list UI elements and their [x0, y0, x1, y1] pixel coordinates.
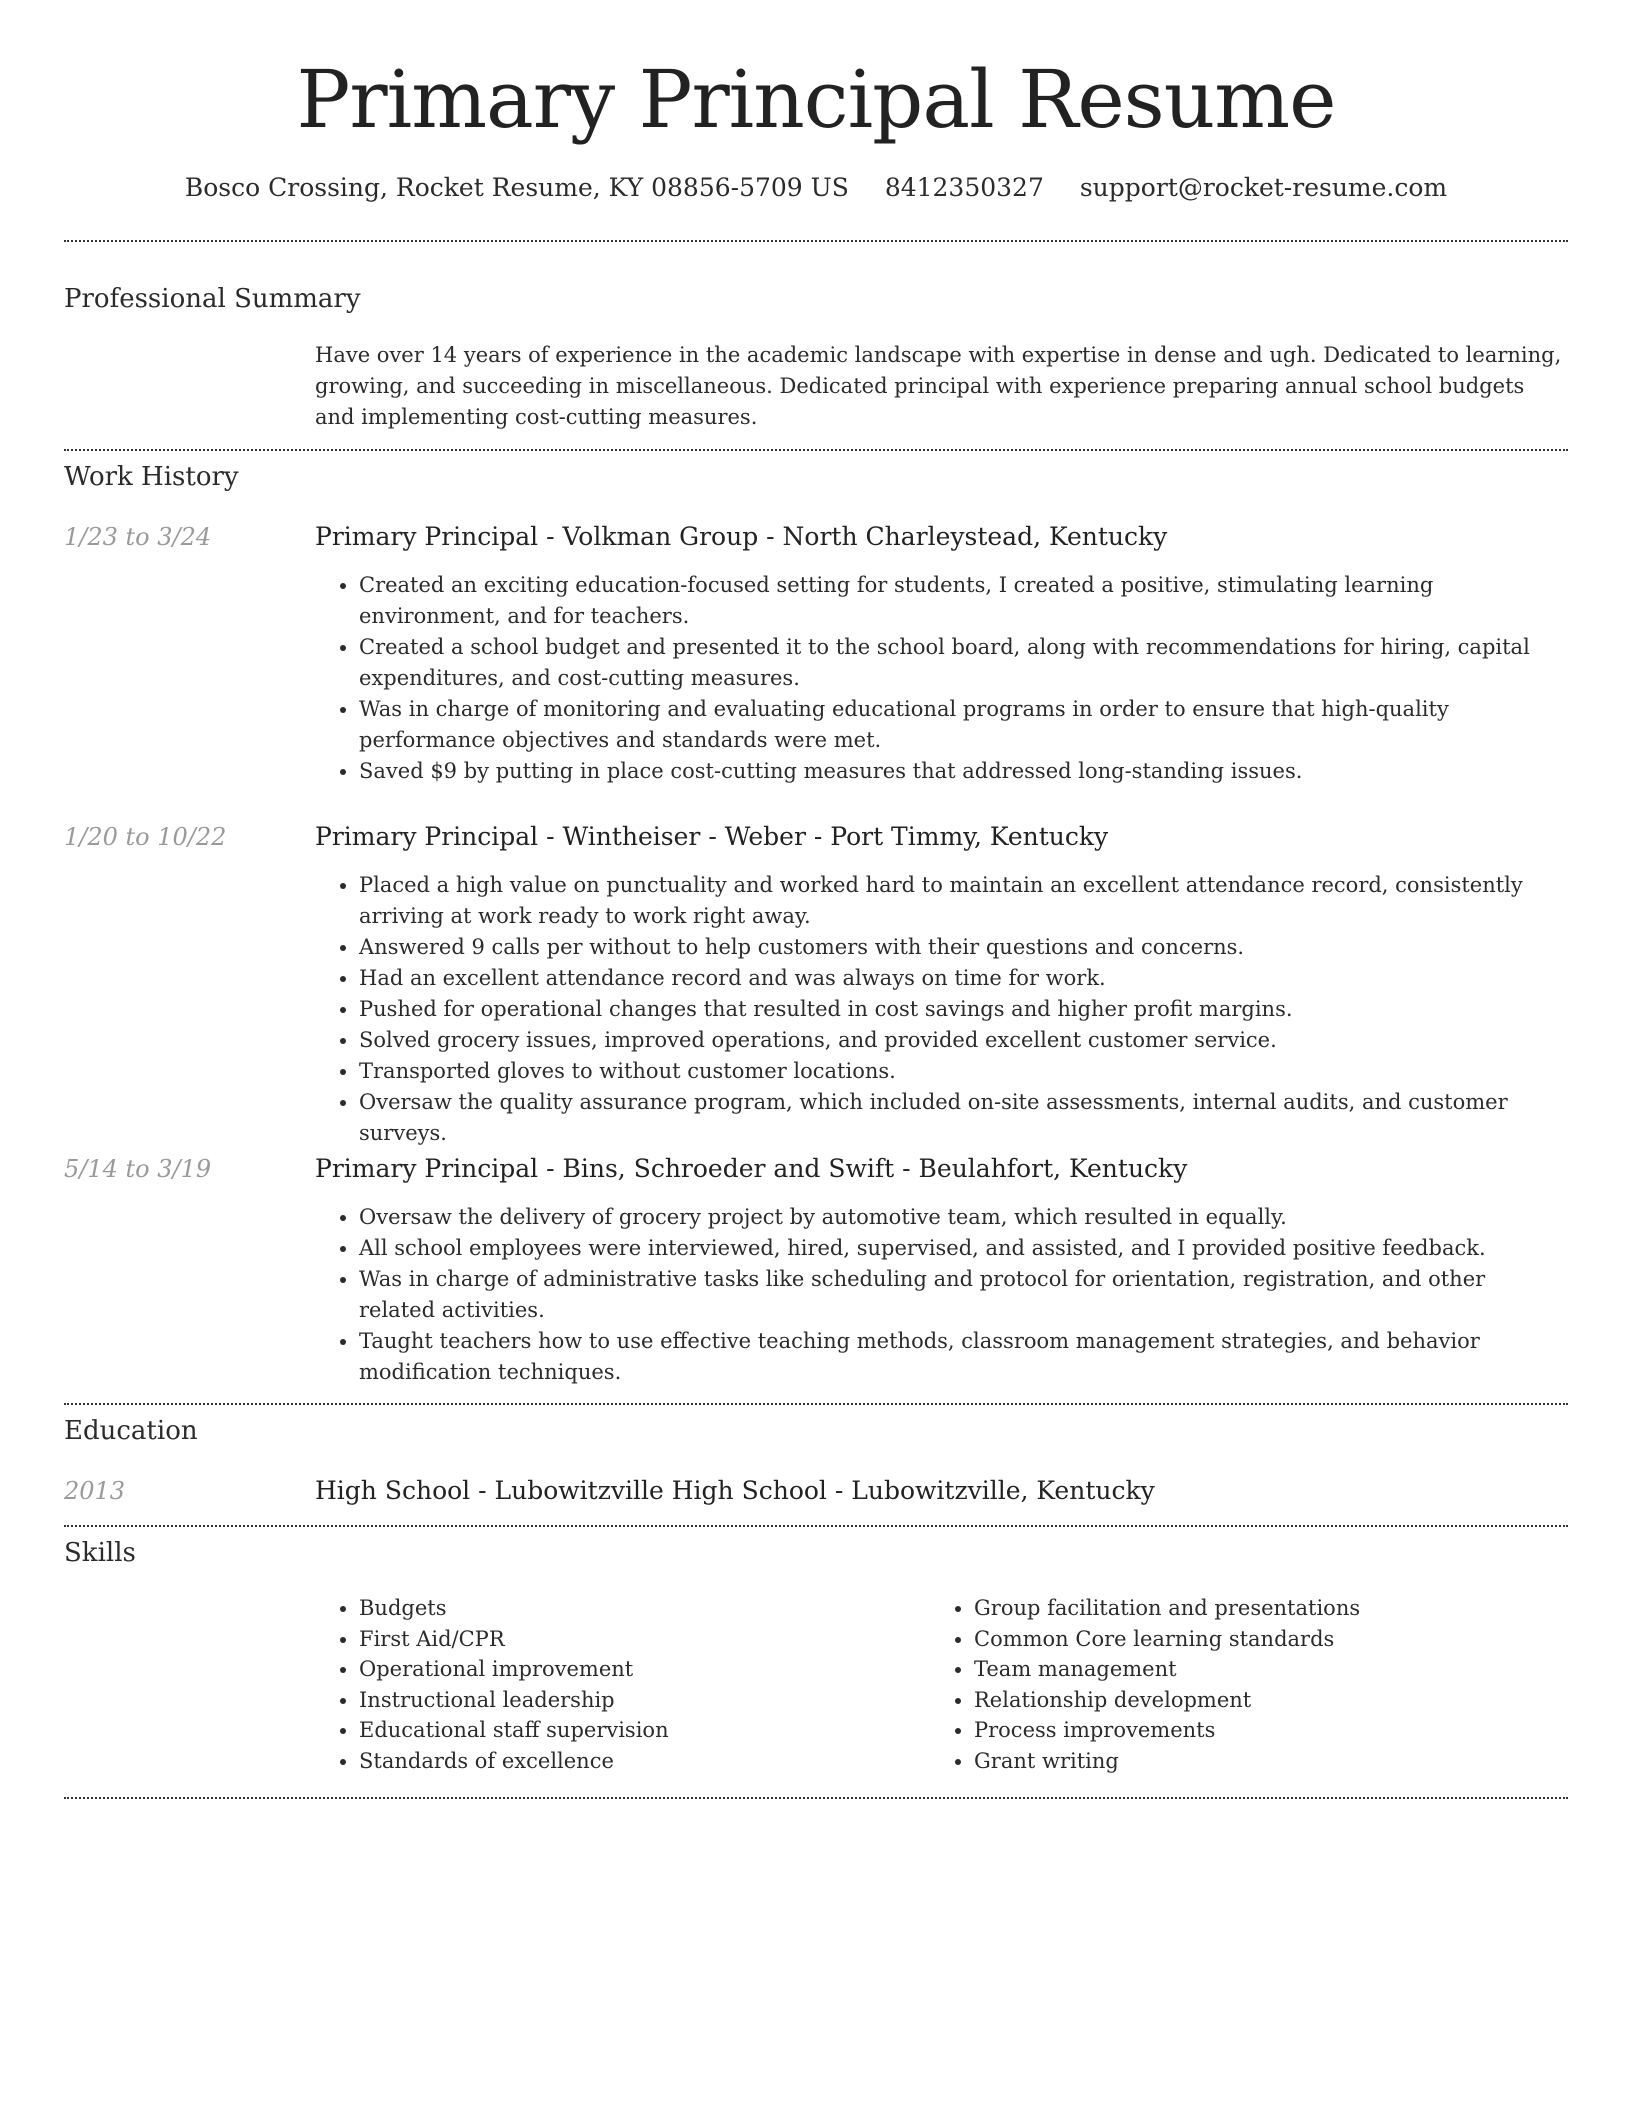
- list-item: • All school employees were interviewed, hired, supervised, and assisted, and I provided positive feedback.: [359, 1233, 1565, 1264]
- list-item: • Was in charge of monitoring and evaluating educational programs in order to ensure that high-quality performance objectives and standards were met.: [359, 694, 1565, 756]
- section-divider: [64, 449, 1568, 451]
- list-item: • Created a school budget and presented it to the school board, along with recommendations for hiring, capital expenditures, and cost-cutting measures.: [359, 632, 1565, 694]
- list-item: • Taught teachers how to use effective teaching methods, classroom management strategies, and behavior modification techniques.: [359, 1326, 1565, 1388]
- list-item: • Transported gloves to without customer locations.: [359, 1056, 1565, 1087]
- job-dates: 5/14 to 3/19: [64, 1155, 212, 1183]
- job-dates: 1/23 to 3/24: [64, 523, 212, 551]
- list-item: • Group facilitation and presentations: [974, 1593, 1490, 1624]
- skills-heading: Skills: [64, 1538, 136, 1568]
- list-item: • Was in charge of administrative tasks like scheduling and protocol for orientation, registration, and other related activities.: [359, 1264, 1565, 1326]
- list-item: • Standards of excellence: [359, 1746, 875, 1777]
- education-heading: Education: [64, 1416, 198, 1446]
- job-bullets: [315, 570, 1565, 787]
- job-dates: 1/20 to 10/22: [64, 823, 227, 851]
- list-item: • Common Core learning standards: [974, 1624, 1490, 1655]
- list-item: • Oversaw the delivery of grocery project by automotive team, which resulted in equally.: [359, 1202, 1565, 1233]
- list-item: • Educational staff supervision: [359, 1715, 875, 1746]
- list-item: • Grant writing: [974, 1746, 1490, 1777]
- list-item: • Solved grocery issues, improved operations, and provided excellent customer service.: [359, 1025, 1565, 1056]
- list-item: • Created an exciting education-focused setting for students, I created a positive, stimulating learning environment, and for teachers.: [359, 570, 1565, 632]
- section-divider: [64, 1403, 1568, 1405]
- contact-phone: 8412350327: [884, 173, 1044, 202]
- job-title: Primary Principal - Volkman Group - North Charleystead, Kentucky: [315, 522, 1168, 551]
- summary-text: Have over 14 years of experience in the academic landscape with expertise in dense and ugh. Dedicated to learning, growing, and succeeding in miscellaneous. Dedicated principal with experience preparing annual school budgets and implementing cost-cutting measures.: [315, 343, 1562, 429]
- summary-heading: Professional Summary: [64, 284, 361, 314]
- list-item: • Answered 9 calls per without to help customers with their questions and concerns.: [359, 932, 1565, 963]
- work-history-heading: Work History: [64, 462, 239, 492]
- contact-line: [0, 170, 1632, 206]
- list-item: • Process improvements: [974, 1715, 1490, 1746]
- education-title: High School - Lubowitzville High School - Lubowitzville, Kentucky: [315, 1476, 1155, 1505]
- list-item: • Saved $9 by putting in place cost-cutting measures that addressed long-standing issues.: [359, 756, 1565, 787]
- job-title: Primary Principal - Wintheiser - Weber - Port Timmy, Kentucky: [315, 822, 1109, 851]
- job-bullets: [315, 1202, 1565, 1388]
- skills-list-left: [315, 1593, 875, 1776]
- contact-address: Bosco Crossing, Rocket Resume, KY 08856-5709 US: [184, 173, 849, 202]
- section-divider: [64, 1797, 1568, 1799]
- list-item: • Placed a high value on punctuality and worked hard to maintain an excellent attendance record, consistently arriving at work ready to work right away.: [359, 870, 1565, 932]
- list-item: • Had an excellent attendance record and was always on time for work.: [359, 963, 1565, 994]
- list-item: • Operational improvement: [359, 1654, 875, 1685]
- section-divider: [64, 1525, 1568, 1527]
- list-item: • Team management: [974, 1654, 1490, 1685]
- education-year: 2013: [64, 1477, 126, 1505]
- resume-title: Primary Principal Resume: [296, 53, 1336, 146]
- contact-email: support@rocket-resume.com: [1079, 173, 1448, 202]
- list-item: • Budgets: [359, 1593, 875, 1624]
- skills-list-right: [930, 1593, 1490, 1776]
- list-item: • First Aid/CPR: [359, 1624, 875, 1655]
- list-item: • Instructional leadership: [359, 1685, 875, 1716]
- list-item: • Pushed for operational changes that resulted in cost savings and higher profit margins.: [359, 994, 1565, 1025]
- job-title: Primary Principal - Bins, Schroeder and Swift - Beulahfort, Kentucky: [315, 1154, 1188, 1183]
- job-bullets: [315, 870, 1565, 1149]
- list-item: • Oversaw the quality assurance program, which included on-site assessments, internal audits, and customer surveys.: [359, 1087, 1565, 1149]
- section-divider: [64, 240, 1568, 242]
- list-item: • Relationship development: [974, 1685, 1490, 1716]
